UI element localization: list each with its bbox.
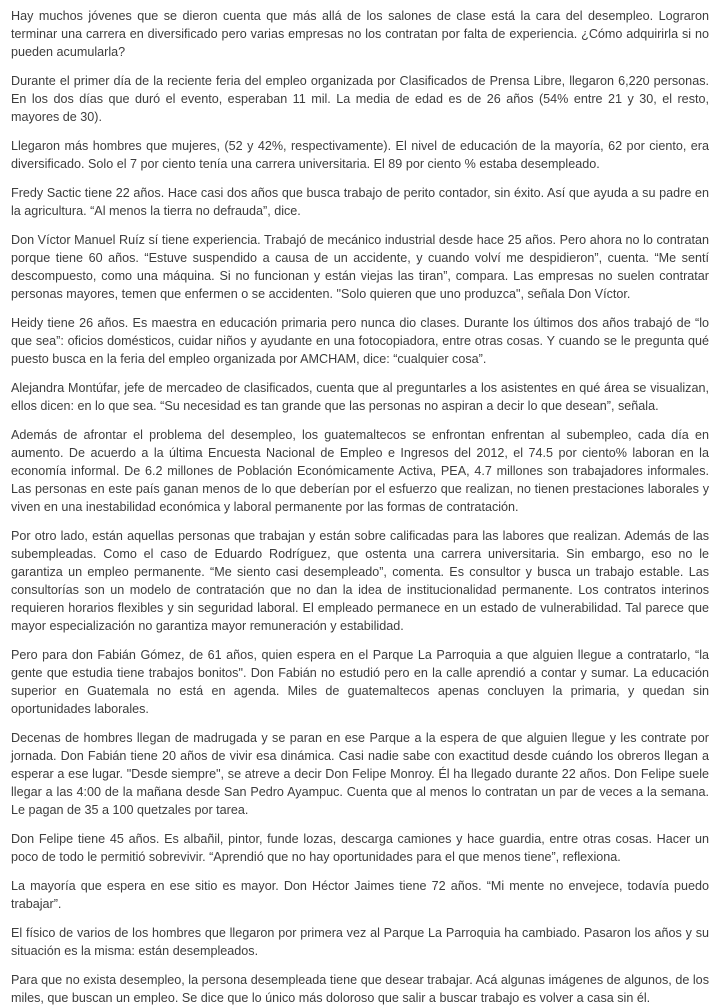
article-paragraph: Don Víctor Manuel Ruíz sí tiene experiencia. Trabajó de mecánico industrial desde hace 25 años. Pero ahora no lo contratan porque tiene 60 años. “Estuve suspendido a causa de un accidente, y cuando volví me despidieron”, cuenta. “Me sentí descompuesto, como una máquina. Si no funcionan y están viejas las tiran”, compara. Las empresas no suelen contratar personas mayores, temen que enfermen o se accidenten. "Solo quieren que uno produzca", señala Don Víctor. (11, 233, 709, 301)
article-paragraph: Además de afrontar el problema del desempleo, los guatemaltecos se enfrontan enfrentan al subempleo, cada día en aumento. De acuerdo a la última Encuesta Nacional de Empleo e Ingresos del 2012, el 74.5 por ciento% laboran en la economía informal. De 6.2 millones de Población Económicamente Activa, PEA, 4.7 millones son trabajadores informales. Las personas en este país ganan menos de lo que deberían por el esfuerzo que realizan, no tienen prestaciones laborales y viven en una inestabilidad económica y laboral permanente por las formas de contratación. (11, 428, 709, 514)
article-paragraph: Alejandra Montúfar, jefe de mercadeo de clasificados, cuenta que al preguntarles a los asistentes en qué área se visualizan, ellos dicen: en lo que sea. “Su necesidad es tan grande que las personas no aspiran a decir lo que desean”, señala. (11, 381, 709, 413)
article-paragraph: Llegaron más hombres que mujeres, (52 y 42%, respectivamente). El nivel de educación de la mayoría, 62 por ciento, era diversificado. Solo el 7 por ciento tenía una carrera universitaria. El 89 por ciento % estaba desempleado. (11, 139, 709, 171)
article-paragraph: Por otro lado, están aquellas personas que trabajan y están sobre calificadas para las labores que realizan. Además de las subempleadas. Como el caso de Eduardo Rodríguez, que ostenta una carrera universitaria. Sin embargo, eso no le garantiza un empleo permanente. “Me siento casi desempleado”, comenta. Es consultor y busca un trabajo estable. Las consultorías son un modelo de contratación que no dan la idea de institucionalidad permanente. Los contratos interinos requieren horarios flexibles y sin seguridad laboral. El empleado permanece en un estado de vulnerabilidad. Tal parece que mayor especialización no garantiza mayor remuneración y estabilidad. (11, 529, 709, 633)
article-paragraph: El físico de varios de los hombres que llegaron por primera vez al Parque La Parroquia ha cambiado. Pasaron los años y su situación es la misma: están desempleados. (11, 926, 709, 958)
article-body (11, 7, 709, 1007)
article-paragraph: La mayoría que espera en ese sitio es mayor. Don Héctor Jaimes tiene 72 años. “Mi mente no envejece, todavía puedo trabajar”. (11, 879, 709, 911)
article-paragraph: Don Felipe tiene 45 años. Es albañil, pintor, funde lozas, descarga camiones y hace guardia, entre otras cosas. Hacer un poco de todo le permitió sobrevivir. “Aprendió que no hay oportunidades para el que menos tiene”, reflexiona. (11, 832, 709, 864)
article-paragraph: Para que no exista desempleo, la persona desempleada tiene que desear trabajar. Acá algunas imágenes de algunos, de los miles, que buscan un empleo. Se dice que lo único más doloroso que salir a buscar trabajo es volver a casa sin él. (11, 973, 709, 1005)
article-paragraph: Heidy tiene 26 años. Es maestra en educación primaria pero nunca dio clases. Durante los últimos dos años trabajó de “lo que sea”: oficios domésticos, cuidar niños y ayudante en una fotocopiadora, entre otras cosas. Y cuando se le pregunta qué puesto busca en la feria del empleo organizada por AMCHAM, dice: “cualquier cosa”. (11, 316, 709, 366)
article-paragraph: Pero para don Fabián Gómez, de 61 años, quien espera en el Parque La Parroquia a que alguien llegue a contratarlo, “la gente que estudia tiene trabajos bonitos". Don Fabián no estudió pero en la calle aprendió a contar y sumar. La educación superior en Guatemala no está en agenda. Miles de guatemaltecos apenas concluyen la primaria, y quedan sin oportunidades laborales. (11, 648, 709, 716)
article-paragraph: Decenas de hombres llegan de madrugada y se paran en ese Parque a la espera de que alguien llegue y les contrate por jornada. Don Fabián tiene 20 años de vivir esa dinámica. Casi nadie sabe con exactitud desde cuándo los obreros llegan a esperar a ese lugar. "Desde siempre", se atreve a decir Don Felipe Monroy. Él ha llegado durante 22 años. Don Felipe suele llegar a las 4:00 de la mañana desde San Pedro Ayampuc. Cuenta que al menos lo contratan un par de veces a la semana. Le pagan de 35 a 100 quetzales por tarea. (11, 731, 709, 817)
article-paragraph: Fredy Sactic tiene 22 años. Hace casi dos años que busca trabajo de perito contador, sin éxito. Así que ayuda a su padre en la agricultura. “Al menos la tierra no defrauda”, dice. (11, 186, 709, 218)
article-paragraph: Hay muchos jóvenes que se dieron cuenta que más allá de los salones de clase está la cara del desempleo. Lograron terminar una carrera en diversificado pero varias empresas no los contratan por falta de experiencia. ¿Cómo adquirirla si no pueden acumularla? (11, 9, 709, 59)
article-paragraph: Durante el primer día de la reciente feria del empleo organizada por Clasificados de Prensa Libre, llegaron 6,220 personas. En los dos días que duró el evento, esperaban 11 mil. La media de edad es de 26 años (54% entre 21 y 30, el resto, mayores de 30). (11, 74, 709, 124)
